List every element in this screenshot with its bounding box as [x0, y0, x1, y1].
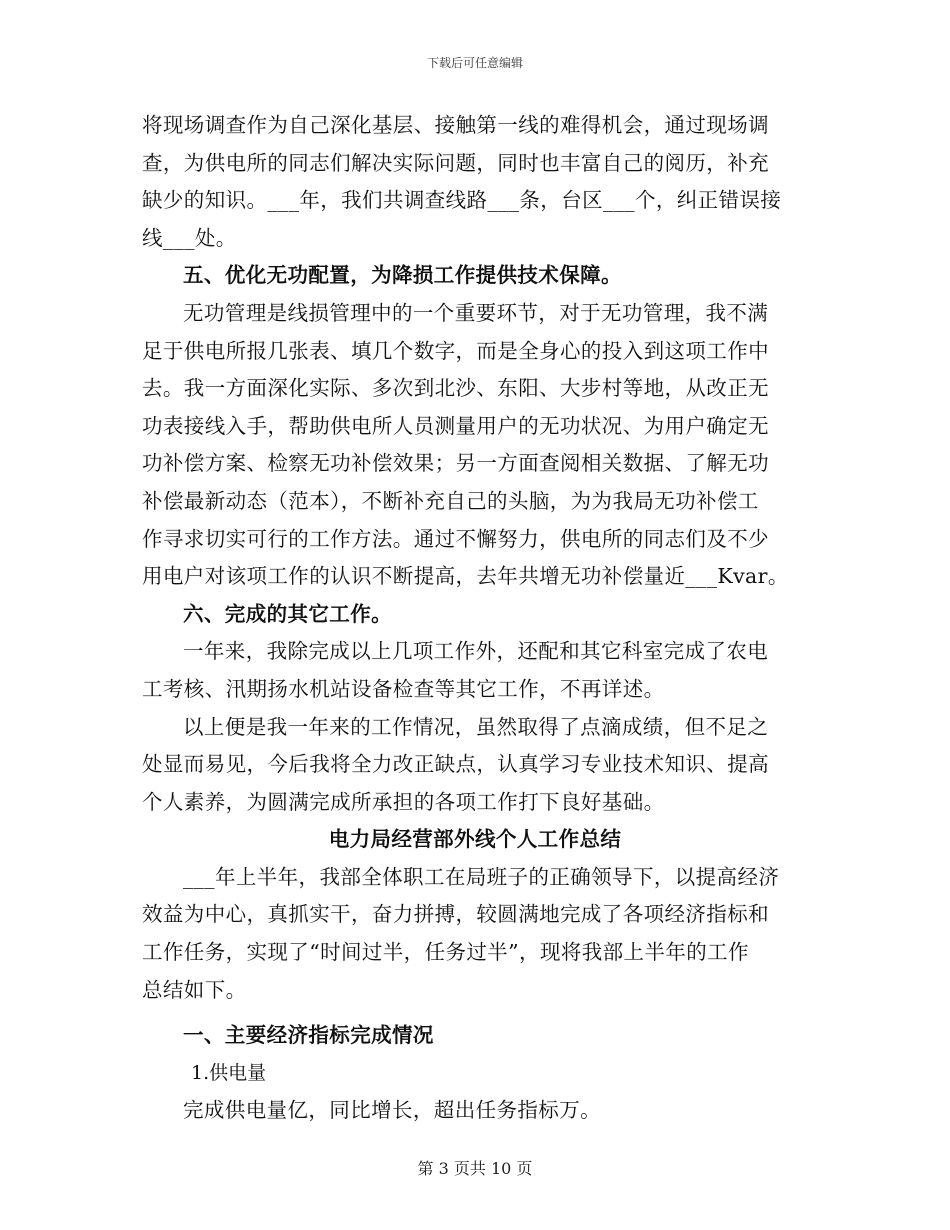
text-line: 作寻求切实可行的工作方法。通过不懈努力，供电所的同志们及不少 [142, 526, 769, 551]
paragraph-other-work [142, 633, 808, 708]
text-line: 用电户对该项工作的认识不断提高，去年共增无功补偿量近___Kvar。 [142, 564, 789, 589]
page-header: 下载后可任意编辑 [426, 56, 523, 70]
text-line: 无功管理是线损管理中的一个重要环节，对于无功管理，我不满 [183, 300, 769, 325]
section-heading-5: 五、优化无功配置，为降损工作提供技术保障。 [183, 263, 622, 288]
text-line: 去。我一方面深化实际、多次到北沙、东阳、大步村等地，从改正无 [142, 376, 769, 401]
text-line: 查，为供电所的同志们解决实际问题，同时也丰富自己的阅历，补充 [142, 150, 769, 175]
text-line: 效益为中心，真抓实干，奋力拼搏，较圆满地完成了各项经济指标和 [142, 902, 769, 927]
paragraph-continuation [142, 107, 808, 257]
section-heading-6: 六、完成的其它工作。 [183, 601, 392, 626]
text-line: 工作任务，实现了“时间过半，任务过半”，现将我部上半年的工作 [142, 940, 749, 965]
text-line: 功表接线入手，帮助供电所人员测量用户的无功状况、为用户确定无 [142, 413, 769, 438]
text-line: 足于供电所报几张表、填几个数字，而是全身心的投入到这项工作中 [142, 338, 769, 363]
text-line: 完成供电量亿，同比增长，超出任务指标万。 [183, 1098, 601, 1123]
paragraph-intro [142, 859, 808, 1009]
text-line: 功补偿方案、检察无功补偿效果；另一方面查阅相关数据、了解无功 [142, 451, 769, 476]
text-line: 线___处。 [142, 225, 237, 250]
document-title: 电力局经营部外线个人工作总结 [328, 827, 622, 852]
text-line: 补偿最新动态（范本），不断补充自己的头脑，为为我局无功补偿工 [142, 488, 759, 513]
list-item-power-supply: 1.供电量 [191, 1061, 267, 1084]
paragraph-reactive-power [142, 295, 808, 596]
text-line: 一年来，我除完成以上几项工作外，还配和其它科室完成了农电 [183, 639, 769, 664]
text-line: 以上便是我一年来的工作情况，虽然取得了点滴成绩，但不足之 [183, 714, 769, 739]
text-line: ___年上半年，我部全体职工在局班子的正确领导下，以提高经济 [183, 864, 780, 889]
text-line: 处显而易见，今后我将全力改正缺点，认真学习专业技术知识、提高 [142, 752, 769, 777]
document-body [142, 107, 808, 1130]
text-line: 缺少的知识。___年，我们共调查线路___条，台区___个，纠正错误接 [142, 188, 782, 213]
page-footer: 第 3 页共 10 页 [417, 1159, 533, 1178]
text-line: 总结如下。 [142, 977, 247, 1002]
section-heading-1: 一、主要经济指标完成情况 [183, 1023, 434, 1048]
text-line: 将现场调查作为自己深化基层、接触第一线的难得机会，通过现场调 [142, 113, 769, 137]
text-line: 个人素养，为圆满完成所承担的各项工作打下良好基础。 [142, 789, 665, 814]
text-line: 工考核、汛期扬水机站设备检查等其它工作，不再详述。 [142, 676, 665, 701]
paragraph-conclusion [142, 709, 808, 822]
